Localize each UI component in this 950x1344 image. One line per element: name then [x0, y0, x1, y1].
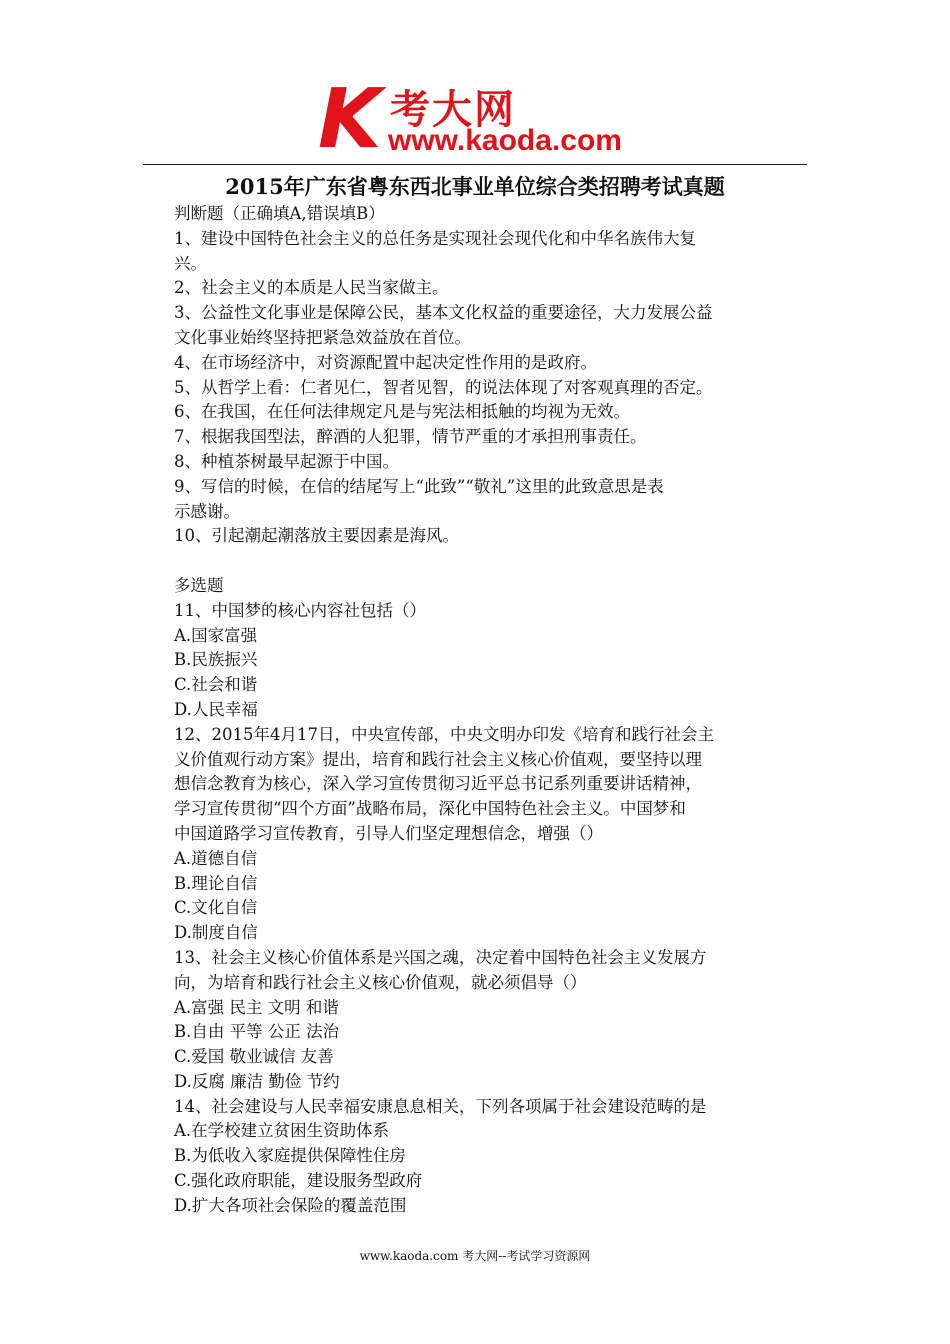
question-11-option-a: A.国家富强 [174, 625, 258, 645]
section-header-judge: 判断题（正确填A,错误填B） [174, 204, 385, 223]
question-13-option-a: A.富强 民主 文明 和谐 [174, 997, 339, 1017]
question-1-line-2: 兴。 [174, 253, 207, 273]
question-13-line-2: 向，为培育和践行社会主义核心价值观，就必须倡导（） [174, 972, 587, 992]
logo-site-name: 考大网 [390, 87, 516, 133]
question-3-line-1: 3、公益性文化事业是保障公民，基本文化权益的重要途径，大力发展公益 [174, 303, 713, 323]
question-12-line-3: 想信念教育为核心，深入学习宣传贯彻习近平总书记系列重要讲话精神， [174, 774, 702, 794]
question-12-line-4: 学习宣传贯彻“四个方面”战略布局，深化中国特色社会主义。中国梦和 [174, 799, 686, 819]
exam-content [174, 202, 794, 1219]
question-11-option-d: D.人民幸福 [174, 699, 258, 719]
question-11-option-b: B.民族振兴 [174, 650, 258, 670]
question-12-line-5: 中国道路学习宣传教育，引导人们坚定理想信念，增强（） [174, 823, 603, 843]
question-12-option-c: C.文化自信 [174, 898, 258, 918]
question-11-option-c: C.社会和谐 [174, 675, 258, 695]
page-footer[interactable]: www.kaoda.com 考大网--考试学习资源网 [359, 1249, 591, 1263]
logo-k-mark: K [318, 72, 378, 167]
question-13-line-1: 13、社会主义核心价值体系是兴国之魂，决定着中国特色社会主义发展方 [174, 947, 707, 967]
question-12-option-d: D.制度自信 [174, 923, 258, 943]
section-header-multi: 多选题 [174, 575, 224, 595]
section-spacer [174, 549, 794, 574]
header-divider [143, 164, 807, 165]
question-13-option-c: C.爱国 敬业诚信 友善 [174, 1047, 334, 1067]
question-14-option-a: A.在学校建立贫困生资助体系 [174, 1121, 390, 1141]
question-14-option-d: D.扩大各项社会保险的覆盖范围 [174, 1195, 407, 1215]
question-12-option-b: B.理论自信 [174, 873, 258, 893]
question-8: 8、种植茶树最早起源于中国。 [174, 451, 399, 471]
question-3-line-2: 文化事业始终坚持把紧急效益放在首位。 [174, 327, 471, 347]
question-13-option-d: D.反腐 廉洁 勤俭 节约 [174, 1071, 340, 1091]
question-2: 2、社会主义的本质是人民当家做主。 [174, 278, 449, 298]
question-4: 4、在市场经济中，对资源配置中起决定性作用的是政府。 [174, 352, 597, 372]
question-12-line-1: 12、2015年4月17日，中央宣传部，中央文明办印发《培育和践行社会主 [174, 724, 714, 744]
question-13-option-b: B.自由 平等 公正 法治 [174, 1022, 340, 1042]
question-9-line-2: 示感谢。 [174, 501, 240, 521]
question-5: 5、从哲学上看：仁者见仁，智者见智，的说法体现了对客观真理的否定。 [174, 377, 713, 397]
question-10: 10、引起潮起潮落放主要因素是海风。 [174, 526, 459, 546]
question-7: 7、根据我国型法，醉酒的人犯罪，情节严重的才承担刑事责任。 [174, 427, 647, 447]
page-title: 2015年广东省粤东西北事业单位综合类招聘考试真题 [225, 174, 725, 199]
question-1-line-1: 1、建设中国特色社会主义的总任务是实现社会现代化和中华名族伟大复 [174, 228, 696, 248]
question-14-option-c: C.强化政府职能，建设服务型政府 [174, 1171, 423, 1191]
question-11: 11、中国梦的核心内容社包括（） [174, 600, 426, 620]
question-12-option-a: A.道德自信 [174, 848, 258, 868]
question-6: 6、在我国，在任何法律规定凡是与宪法相抵触的均视为无效。 [174, 402, 630, 422]
logo-url: www.kaoda.com [388, 124, 622, 157]
question-14: 14、社会建设与人民幸福安康息息相关，下列各项属于社会建设范畴的是 [174, 1096, 707, 1116]
question-14-option-b: B.为低收入家庭提供保障性住房 [174, 1146, 406, 1166]
site-logo[interactable] [318, 72, 648, 167]
question-9-line-1: 9、写信的时候，在信的结尾写上“此致”“敬礼”这里的此致意思是表 [174, 476, 664, 496]
question-12-line-2: 义价值观行动方案》提出，培育和践行社会主义核心价值观，要坚持以理 [174, 749, 702, 769]
